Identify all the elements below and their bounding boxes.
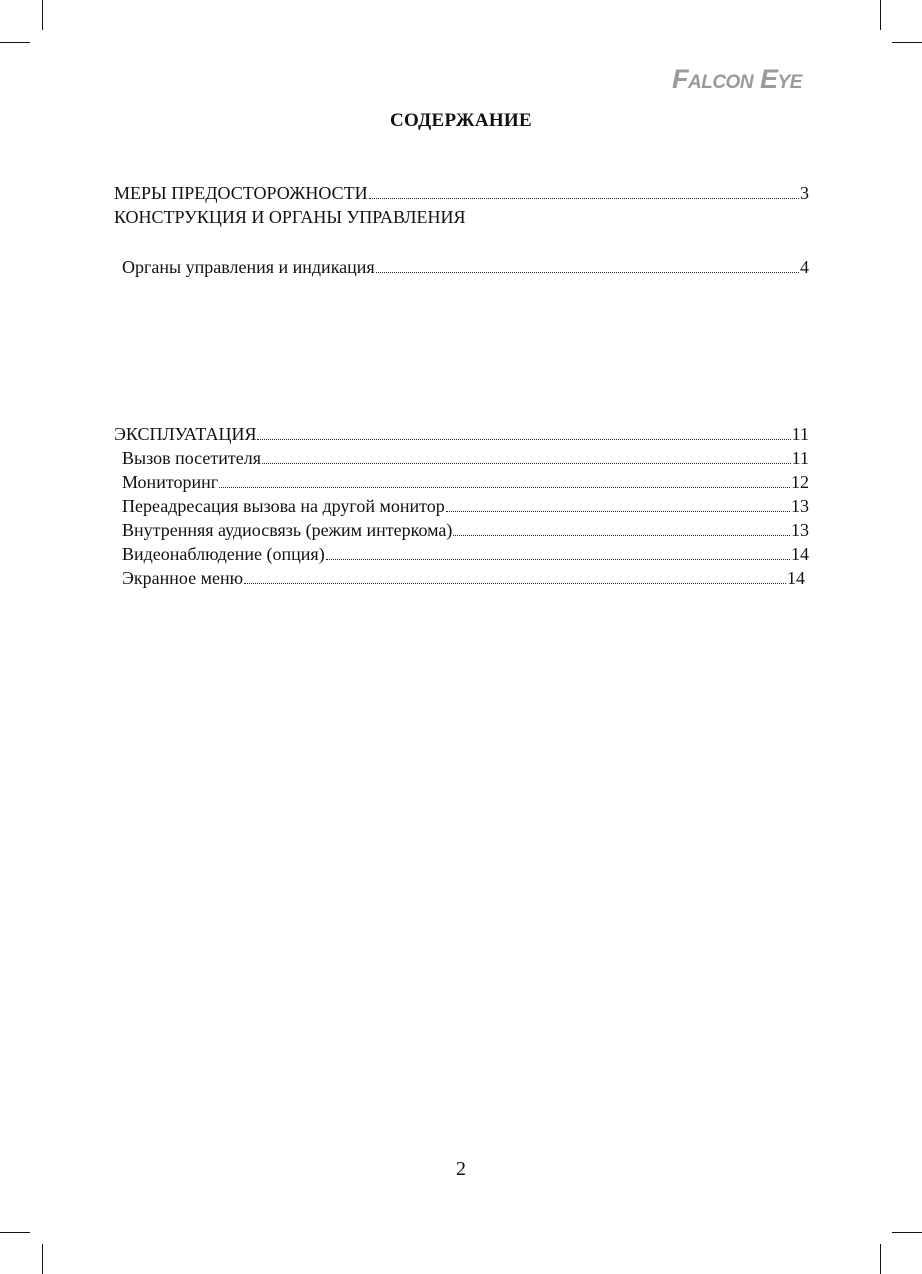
crop-mark xyxy=(42,0,43,30)
toc-entry-controls[interactable] xyxy=(122,256,809,278)
crop-mark xyxy=(892,42,922,43)
toc-page-number: 14 xyxy=(791,544,809,564)
crop-mark xyxy=(42,1244,43,1274)
brand-logo: Falcon Eye xyxy=(672,64,802,94)
toc-entry-label: Экранное меню xyxy=(122,568,244,588)
toc-entry-label: Мониторинг xyxy=(122,472,219,492)
toc-entry-label: Видеонаблюдение (опция) xyxy=(122,544,325,564)
toc-entry-label: Органы управления и индикация xyxy=(122,257,375,277)
toc-page-number: 4 xyxy=(800,257,809,277)
toc-entry-safety[interactable] xyxy=(114,182,809,204)
toc-page-number: 13 xyxy=(791,496,809,516)
toc-entry-osd-menu[interactable] xyxy=(122,567,805,589)
toc-entry-label: ЭКСПЛУАТАЦИЯ xyxy=(114,424,257,444)
dot-leader xyxy=(262,463,791,464)
dot-leader xyxy=(369,198,799,199)
toc-entry-monitoring[interactable] xyxy=(122,471,809,493)
toc-page-number: 11 xyxy=(791,424,809,444)
toc-entry-label: КОНСТРУКЦИЯ И ОРГАНЫ УПРАВЛЕНИЯ xyxy=(114,207,466,227)
toc-entry-operation[interactable] xyxy=(114,423,809,445)
toc-entry-intercom[interactable] xyxy=(122,519,809,541)
toc-entry-label: Вызов посетителя xyxy=(122,448,261,468)
dot-leader xyxy=(257,439,790,440)
dot-leader xyxy=(453,535,790,536)
crop-mark xyxy=(880,1244,881,1274)
toc-page-number: 11 xyxy=(791,448,809,468)
crop-mark xyxy=(0,1232,30,1233)
toc-entry-video-surveillance[interactable] xyxy=(122,543,809,565)
toc-entry-label: МЕРЫ ПРЕДОСТОРОЖНОСТИ xyxy=(114,183,368,203)
toc-page-number: 3 xyxy=(800,183,809,203)
toc-page-number: 13 xyxy=(791,520,809,540)
crop-mark xyxy=(880,0,881,30)
page-title: СОДЕРЖАНИЕ xyxy=(390,110,532,131)
toc-entry-visitor-call[interactable] xyxy=(122,447,809,469)
dot-leader xyxy=(219,487,790,488)
page-number: 2 xyxy=(456,1158,466,1180)
dot-leader xyxy=(376,272,799,273)
dot-leader xyxy=(446,511,790,512)
dot-leader xyxy=(326,559,790,560)
dot-leader xyxy=(244,583,786,584)
toc-page-number: 14 xyxy=(787,568,805,588)
toc-entry-call-forward[interactable] xyxy=(122,495,809,517)
toc-page-number: 12 xyxy=(791,472,809,492)
crop-mark xyxy=(892,1232,922,1233)
crop-mark xyxy=(0,42,30,43)
toc-entry-design[interactable] xyxy=(114,206,809,228)
toc-entry-label: Внутренняя аудиосвязь (режим интеркома) xyxy=(122,520,453,540)
toc-entry-label: Переадресация вызова на другой монитор xyxy=(122,496,445,516)
